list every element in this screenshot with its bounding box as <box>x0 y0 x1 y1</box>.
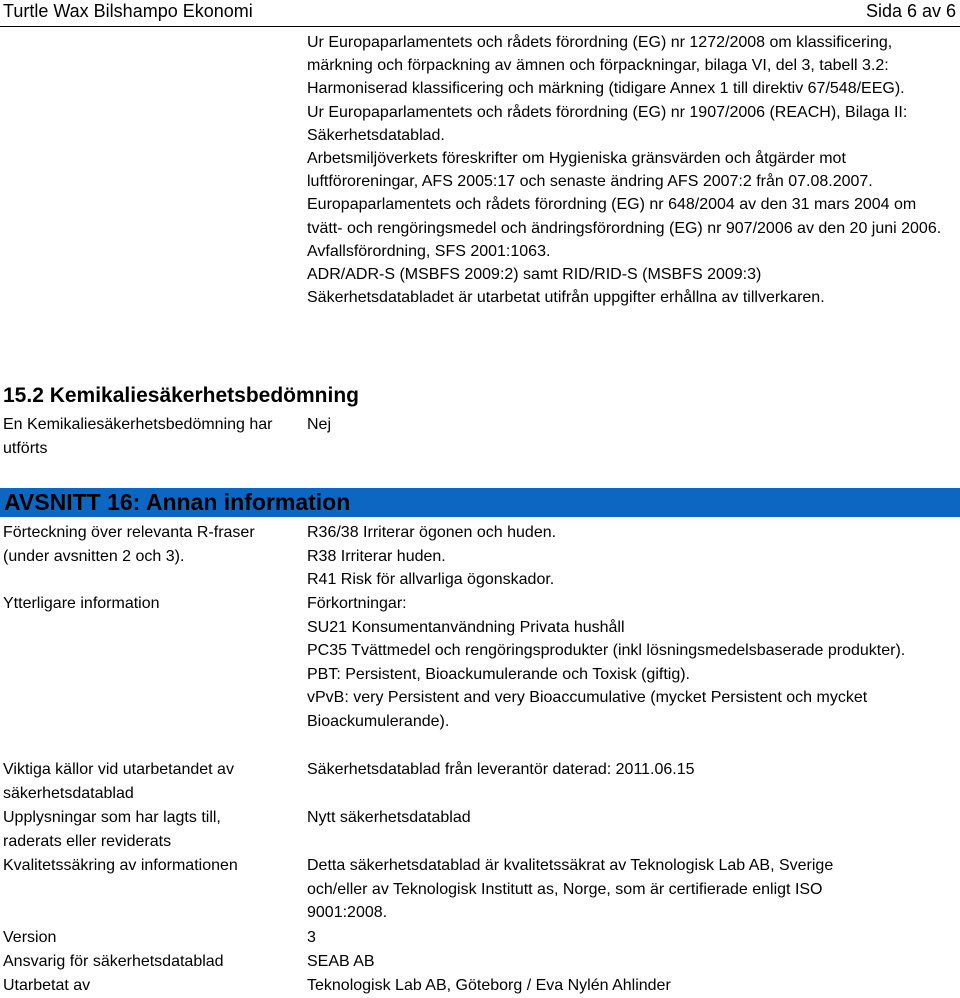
regulation-item: ADR/ADR-S (MSBFS 2009:2) samt RID/RID-S (MSBFS 2009:3) <box>307 266 762 284</box>
changes-label: Upplysningar som har lagts till, raderats eller reviderats <box>3 809 221 850</box>
changes-value: Nytt säkerhetsdatablad <box>307 809 471 826</box>
regulation-item: Avfallsförordning, SFS 2001:1063. <box>307 242 551 260</box>
r-phrase: R38 Irriterar huden. <box>307 547 446 565</box>
abbreviation-line: PBT: Persistent, Bioackumulerande och Toxisk (giftig). <box>307 665 690 683</box>
abbreviation-line: Förkortningar: <box>307 595 407 612</box>
r-phrase: R41 Risk för allvarliga ögonskador. <box>307 571 555 588</box>
quality-value: Detta säkerhetsdatablad är kvalitetssäkrat av Teknologisk Lab AB, Sverige och/eller av Teknologisk Institutt as, Norge, som är certifierade enligt ISO 9001:2008. <box>307 857 834 921</box>
additional-info-values <box>307 592 937 733</box>
regulation-item: Ur Europaparlamentets och rådets förordning (EG) nr 1272/2008 om klassificering, märkning och förpackning av ämnen och förpackningar, bilaga VI, del 3, tabell 3.2: Harmoniserad klassificering och märkning (tidigare Annex 1 till direktiv 67/548/EEG). <box>307 34 905 98</box>
section-15-2-heading: 15.2 Kemikaliesäkerhetsbedömning <box>3 384 359 407</box>
quality-label: Kvalitetssäkring av informationen <box>3 857 238 874</box>
r-phrases-label: Förteckning över relevanta R-fraser (under avsnitten 2 och 3). <box>3 524 255 565</box>
regulation-item: Säkerhetsdatabladet är utarbetat utifrån uppgifter erhållna av tillverkaren. <box>307 289 825 307</box>
author-label: Utarbetat av <box>3 977 91 994</box>
chemical-safety-label: En Kemikaliesäkerhetsbedömning har utförts <box>3 416 273 457</box>
author-value: Teknologisk Lab AB, Göteborg / Eva Nylén Ahlinder <box>307 977 671 994</box>
abbreviation-line: SU21 Konsumentanvändning Privata hushåll <box>307 618 625 636</box>
regulation-item: Ur Europaparlamentets och rådets förordning (EG) nr 1907/2006 (REACH), Bilaga II: Säkerhetsdatablad. <box>307 103 908 144</box>
r-phrases-values <box>307 521 937 592</box>
abbreviation-line: vPvB: very Persistent and very Bioaccumulative (mycket Persistent och mycket Bioackumulerande). <box>307 689 868 730</box>
page-number: Sida 6 av 6 <box>865 1 956 21</box>
r-phrase: R36/38 Irriterar ögonen och huden. <box>307 524 557 541</box>
regulation-item: Arbetsmiljöverkets föreskrifter om Hygieniska gränsvärden och åtgärder mot luftföroreningar, AFS 2005:17 och senaste ändring AFS 2007:2 från 07.08.2007. <box>307 150 873 191</box>
responsible-label: Ansvarig för säkerhetsdatablad <box>3 953 224 970</box>
page-header <box>0 0 960 27</box>
document-title: Turtle Wax Bilshampo Ekonomi <box>3 1 253 21</box>
section-16-bar <box>0 488 960 517</box>
chemical-safety-value: Nej <box>307 416 332 433</box>
version-value: 3 <box>307 929 316 946</box>
additional-info-label: Ytterligare information <box>3 595 160 612</box>
responsible-value: SEAB AB <box>307 953 375 970</box>
sources-value: Säkerhetsdatablad från leverantör daterad: 2011.06.15 <box>307 761 695 778</box>
regulations-list <box>307 31 947 309</box>
regulation-item: Europaparlamentets och rådets förordning (EG) nr 648/2004 av den 31 mars 2004 om tvätt- och rengöringsmedel och ändringsförordning (EG) nr 907/2006 av den 20 juni 2006. <box>307 196 942 237</box>
abbreviation-line: PC35 Tvättmedel och rengöringsprodukter (inkl lösningsmedelsbaserade produkter). <box>307 642 906 659</box>
version-label: Version <box>3 929 57 946</box>
sources-label: Viktiga källor vid utarbetandet av säkerhetsdatablad <box>3 761 234 802</box>
section-16-heading: AVSNITT 16: Annan information <box>4 489 351 515</box>
